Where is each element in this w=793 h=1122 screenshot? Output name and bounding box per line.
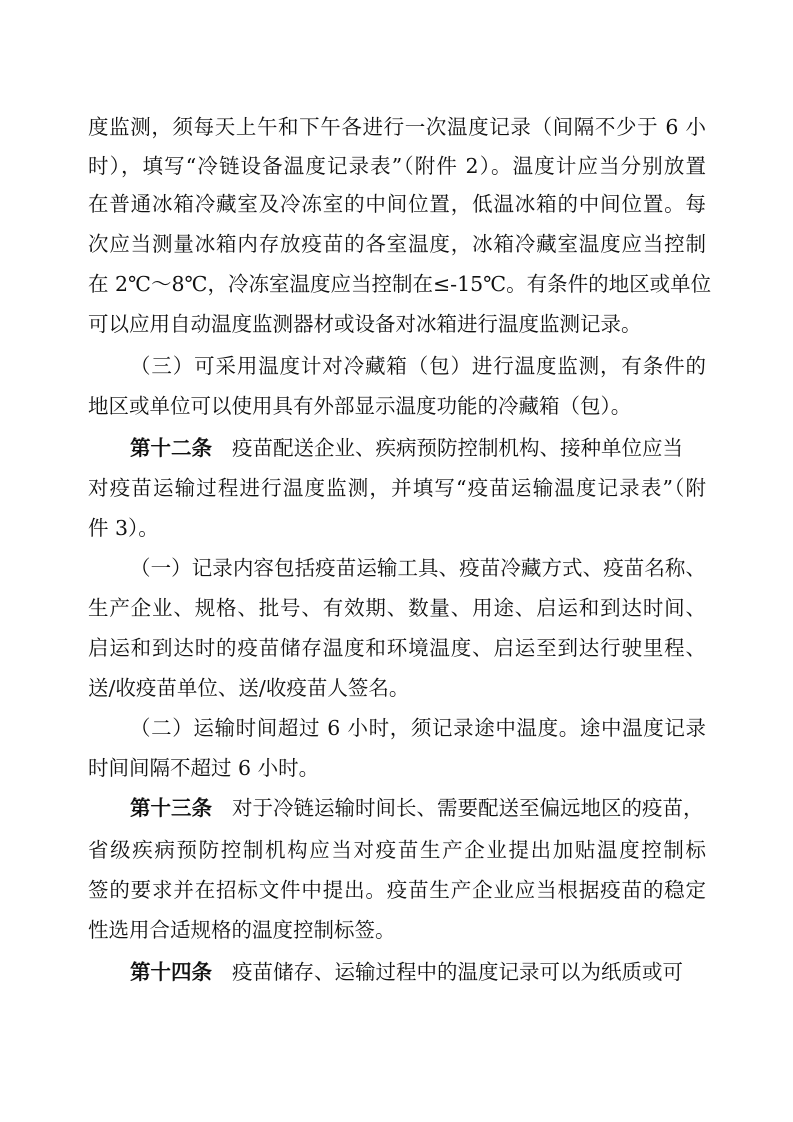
text-line: 地区或单位可以使用具有外部显示温度功能的冷藏箱（包）。 bbox=[88, 394, 632, 418]
text-line: 度监测，须每天上午和下午各进行一次温度记录（间隔不少于 6 小 bbox=[88, 115, 706, 139]
text-line: 启运和到达时的疫苗储存温度和环境温度、启运至到达行驶里程、 bbox=[88, 636, 706, 660]
text-line: 省级疾病预防控制机构应当对疫苗生产企业提出加贴温度控制标 bbox=[88, 838, 706, 862]
text-line: 件 3）。 bbox=[88, 516, 159, 540]
text-line: 次应当测量冰箱内存放疫苗的各室温度，冰箱冷藏室温度应当控制 bbox=[88, 232, 706, 256]
text-line: （三）可采用温度计对冷藏箱（包）进行温度监测，有条件的 bbox=[130, 354, 706, 378]
text-line: 时间间隔不超过 6 小时。 bbox=[88, 756, 320, 780]
text-span: 对于冷链运输时间长、需要配送至偏远地区的疫苗， bbox=[232, 796, 704, 820]
text-span: 疫苗配送企业、疾病预防控制机构、接种单位应当 bbox=[232, 436, 683, 460]
text-line: 对疫苗运输过程进行温度监测，并填写“疫苗运输温度记录表”（附 bbox=[88, 476, 706, 500]
text-line: 可以应用自动温度监测器材或设备对冰箱进行温度监测记录。 bbox=[88, 312, 642, 336]
article-13-line bbox=[130, 795, 706, 821]
text-line: （一）记录内容包括疫苗运输工具、疫苗冷藏方式、疫苗名称、 bbox=[130, 556, 706, 580]
text-line: 生产企业、规格、批号、有效期、数量、用途、启运和到达时间、 bbox=[88, 596, 706, 620]
text-line: 签的要求并在招标文件中提出。疫苗生产企业应当根据疫苗的稳定 bbox=[88, 878, 706, 902]
text-line: 在普通冰箱冷藏室及冷冻室的中间位置，低温冰箱的中间位置。每 bbox=[88, 192, 706, 216]
text-line: 在 2℃～8℃，冷冻室温度应当控制在≤-15℃。有条件的地区或单位 bbox=[88, 272, 712, 296]
article-heading: 第十三条 bbox=[130, 796, 212, 820]
text-span: 疫苗储存、运输过程中的温度记录可以为纸质或可 bbox=[232, 960, 683, 984]
article-12-line bbox=[130, 435, 706, 461]
text-line: 送/收疫苗单位、送/收疫苗人签名。 bbox=[88, 676, 410, 700]
article-heading: 第十四条 bbox=[130, 960, 212, 984]
article-14-line bbox=[130, 959, 706, 985]
text-line: （二）运输时间超过 6 小时，须记录途中温度。途中温度记录 bbox=[130, 716, 706, 740]
text-line: 性选用合适规格的温度控制标签。 bbox=[88, 918, 396, 942]
text-line: 时），填写“冷链设备温度记录表”（附件 2）。温度计应当分别放置 bbox=[88, 154, 706, 178]
article-heading: 第十二条 bbox=[130, 436, 212, 460]
